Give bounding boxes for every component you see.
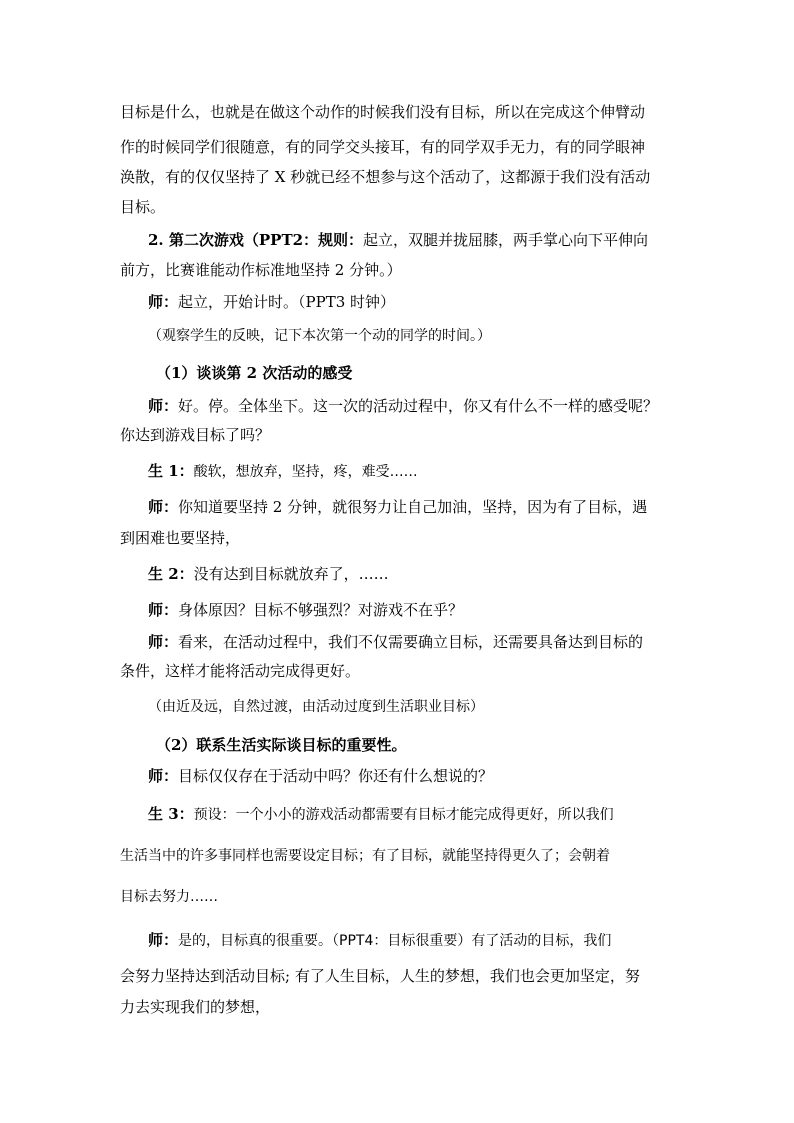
student-line: [148, 564, 708, 584]
paragraph-line: 目标。: [120, 198, 166, 216]
student-speech-cont: 目标去努力……: [120, 889, 218, 905]
game2-rule: 起立，双腿并拢屈膝，两手掌心向下平伸向: [363, 231, 649, 249]
teacher-speech-cont: 会努力坚持达到活动目标; 有了人生目标，人生的梦想，我们也会更加坚定，努: [120, 967, 640, 985]
teacher-speech-cont: 条件，这样才能将活动完成得更好。: [120, 662, 361, 680]
speaker-label: 师：: [148, 293, 179, 311]
section-heading: （2）联系生活实际谈目标的重要性。: [156, 736, 407, 754]
teacher-speech: 起立，开始计时。（PPT3 时钟）: [178, 293, 396, 311]
speaker-label: 生 3：: [148, 805, 194, 823]
teacher-speech: 是的，目标真的很重要。（PPT4：目标很重要）有了活动的目标，我们: [178, 933, 612, 949]
teacher-line: [148, 292, 708, 312]
student-speech: 预设：一个小小的游戏活动都需要有目标才能完成得更好，所以我们: [193, 807, 614, 823]
teacher-speech-cont: 你达到游戏目标了吗？: [120, 426, 271, 444]
teacher-speech: 身体原因？目标不够强烈？对游戏不在乎？: [178, 601, 464, 619]
teacher-line: [148, 632, 708, 652]
paragraph-line: 涣散，有的仅仅坚持了 X 秒就已经不想参与这个活动了，这都源于我们没有活动: [120, 168, 651, 186]
game2-heading-line: [148, 230, 708, 250]
paragraph-line: 目标是什么，也就是在做这个动作的时候我们没有目标，所以在完成这个伸臂动: [120, 103, 646, 121]
teacher-speech: 看来，在活动过程中，我们不仅需要确立目标，还需要具备达到目标的: [178, 633, 644, 651]
speaker-label: 生 1：: [148, 462, 194, 480]
observation-note: （观察学生的反映，记下本次第一个动的同学的时间。）: [148, 328, 491, 344]
teacher-line: [148, 766, 708, 786]
student-speech: 没有达到目标就放弃了，……: [193, 565, 389, 583]
speaker-label: 生 2：: [148, 565, 194, 583]
teacher-speech-cont: 到困难也要坚持，: [120, 529, 241, 547]
teacher-line: [148, 930, 708, 951]
student-line: [148, 804, 708, 825]
teacher-speech: 你知道要坚持 2 分钟，就很努力让自己加油，坚持，因为有了目标，遇: [178, 498, 648, 516]
section-heading: （1）谈谈第 2 次活动的感受: [156, 364, 353, 382]
game2-heading: 2. 第二次游戏（PPT2：规则：: [148, 231, 364, 249]
student-speech-cont: 生活当中的许多事同样也需要设定目标；有了目标，就能坚持得更久了；会朝着: [120, 848, 610, 864]
game2-rule-line2: 前方，比赛谁能动作标准地坚持 2 分钟。）: [120, 261, 402, 279]
speaker-label: 师：: [148, 397, 179, 415]
teacher-line: [148, 396, 708, 416]
speaker-label: 师：: [148, 767, 179, 785]
teacher-speech-cont: 力去实现我们的梦想，: [120, 998, 271, 1016]
teacher-speech: 目标仅仅存在于活动中吗？你还有什么想说的？: [178, 767, 494, 785]
teacher-speech: 好。停。全体坐下。这一次的活动过程中，你又有什么不一样的感受呢？: [178, 397, 659, 415]
student-line: [148, 461, 708, 482]
student-speech: 酸软，想放弃，坚持，疼，难受……: [193, 464, 418, 480]
transition-note: （由近及远，自然过渡，由活动过度到生活职业目标）: [148, 699, 484, 715]
speaker-label: 师：: [148, 601, 179, 619]
teacher-line: [148, 600, 708, 620]
paragraph-line: 作的时候同学们很随意，有的同学交头接耳，有的同学双手无力，有的同学眼神: [120, 138, 646, 156]
teacher-line: [148, 497, 708, 517]
speaker-label: 师：: [148, 633, 179, 651]
speaker-label: 师：: [148, 498, 179, 516]
speaker-label: 师：: [148, 931, 179, 949]
